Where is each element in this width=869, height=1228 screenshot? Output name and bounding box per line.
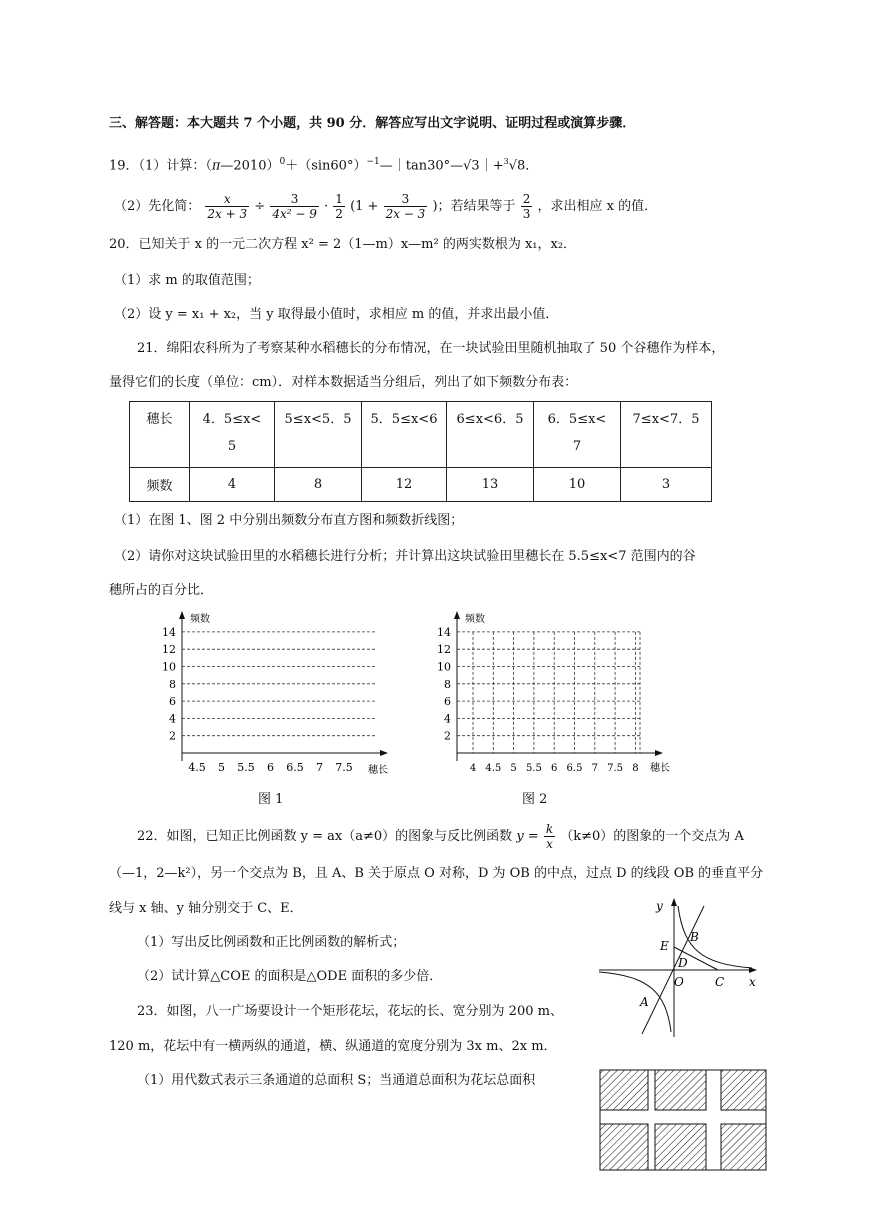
y-tick-label: 2 xyxy=(444,729,451,743)
table-interval-cell: 6≤x<6．5 xyxy=(447,402,534,468)
q19-p1-d: ｜+ xyxy=(479,158,504,174)
q19-frac3: $\frac{1}{2}$ xyxy=(335,192,343,221)
fig1-caption: 图 1 xyxy=(258,792,284,807)
fig-label-B: B xyxy=(690,930,699,944)
q22-stem2: （—1，2—k²），另一个交点为 B，且 A、B 关于原点 O 对称，D 为 OB 的中点，过点 D 的线段 OB 的垂直平分 xyxy=(109,866,764,881)
y-tick-label: 14 xyxy=(437,625,451,639)
q19-frac1: $\frac{x}{2x + 3}$ xyxy=(207,192,248,221)
q23-stem2: 120 m，花坛中有一横两纵的通道，横、纵通道的宽度分别为 3x m、2x m． xyxy=(109,1039,557,1054)
q21-stem2: 量得它们的长度（单位：cm）．对样本数据适当分组后，列出了如下频数分布表： xyxy=(109,375,578,390)
q20-part2: （2）设 y = x₁ + x₂，当 y 取得最小值时，求相应 m 的值，并求出最小值． xyxy=(114,307,559,322)
q19-part1 xyxy=(109,153,538,175)
y-tick-label: 8 xyxy=(169,677,176,691)
y-tick-label: 6 xyxy=(444,695,451,709)
table-header-cell: 频数 xyxy=(130,468,190,502)
q22-fy: y = xyxy=(516,829,539,844)
q20-stem: 20．已知关于 x 的一元二次方程 x² = 2（1—m）x—m² 的两实数根为 x₁，x₂． xyxy=(109,237,577,252)
q21-part2a: （2）请你对这块试验田里的水稻穗长进行分析；并计算出这块试验田里穗长在 5.5≤x<7 范围内的谷 xyxy=(114,549,696,564)
y-tick-label: 12 xyxy=(162,643,176,657)
table-interval-cell: 5．5≤x<6 xyxy=(362,402,447,468)
fig-label-O: O xyxy=(674,975,684,989)
x-tick-label: 7.5 xyxy=(607,763,624,774)
x-tick-label: 6.5 xyxy=(566,763,583,774)
table-interval-cell: 5≤x<5．5 xyxy=(275,402,362,468)
fig-label-x: x xyxy=(749,975,756,989)
table-count-cell: 3 xyxy=(621,468,712,502)
x-tick-label: 7 xyxy=(316,761,323,774)
x-tick-label: 7 xyxy=(591,763,598,774)
fig1-ylabel: 频数 xyxy=(190,614,210,625)
table-count-cell: 10 xyxy=(534,468,621,502)
q22-stem3: 线与 x 轴、y 轴分别交于 C、E． xyxy=(109,901,303,916)
q19-p1-c: —｜tan30°— xyxy=(379,158,464,174)
q19-p1-b: ＋（sin60°） xyxy=(285,158,367,174)
x-tick-label: 4 xyxy=(469,763,477,774)
table-count-cell: 13 xyxy=(447,468,534,502)
y-tick-label: 8 xyxy=(444,677,451,691)
y-tick-label: 12 xyxy=(437,643,451,657)
figure-2-grid xyxy=(425,606,675,781)
q21-part2b: 穗所占的百分比． xyxy=(109,583,214,598)
q22-stem1a: 22．如图，已知正比例函数 y = ax（a≠0）的图象与反比例函数 xyxy=(137,829,513,844)
fig2-xlabel: 穗长 xyxy=(650,763,670,774)
q19-sqrt3: √3 xyxy=(463,158,480,174)
q19-p1-a: —2010） xyxy=(220,158,280,174)
frequency-table xyxy=(129,401,712,502)
q19-sqrt8: √8 xyxy=(508,158,526,174)
y-tick-label: 6 xyxy=(169,695,176,709)
q23-part1: （1）用代数式表示三条通道的总面积 S；当通道总面积为花坛总面积 xyxy=(137,1073,536,1088)
q22-stem1 xyxy=(137,822,744,852)
x-tick-label: 5 xyxy=(218,761,225,774)
fig-label-A: A xyxy=(640,995,649,1009)
q20-part1: （1）求 m 的取值范围； xyxy=(114,273,260,288)
x-tick-label: 6 xyxy=(551,763,558,774)
q19-frac2: $\frac{3}{\text{4x² − 9}}$ xyxy=(272,192,317,221)
x-tick-label: 7.5 xyxy=(335,761,353,774)
q22-coordinate-figure xyxy=(594,892,769,1040)
table-header-cell: 穗长 xyxy=(130,402,190,468)
q19-dot: · xyxy=(324,199,329,214)
table-count-cell: 8 xyxy=(275,468,362,502)
table-count-cell: 12 xyxy=(362,468,447,502)
fig-label-y: y xyxy=(656,899,663,913)
fig1-xlabel: 穗长 xyxy=(368,765,388,776)
q19-pi: π xyxy=(211,158,221,174)
q19-exp0: 0 xyxy=(279,157,286,167)
q19-p1-e: ． xyxy=(525,158,539,174)
q21-stem1: 21．绵阳农科所为了考察某种水稻穗长的分布情况，在一块试验田里随机抽取了 50 个谷穗作为样本， xyxy=(137,341,725,356)
q19-cube-index: 3 xyxy=(503,157,509,166)
figure-1-grid xyxy=(150,606,395,781)
flower-bed-figure xyxy=(598,1068,770,1172)
q19-expm1: −1 xyxy=(366,157,380,167)
fig-label-E: E xyxy=(660,939,669,953)
x-tick-label: 5.5 xyxy=(237,761,255,774)
x-tick-label: 6.5 xyxy=(286,761,304,774)
q19-frac5: $\frac{2}{3}$ xyxy=(522,192,531,221)
y-tick-label: 10 xyxy=(437,660,451,674)
x-tick-label: 5 xyxy=(510,763,517,774)
q22-part1: （1）写出反比例函数和正比例函数的解析式； xyxy=(137,935,406,950)
x-tick-label: 6 xyxy=(267,761,274,774)
x-tick-label: 4.5 xyxy=(485,763,502,774)
q19-p1-label: 19．（1）计算：（ xyxy=(109,158,212,174)
y-tick-label: 4 xyxy=(169,712,176,726)
y-tick-label: 10 xyxy=(162,660,176,674)
x-tick-label: 8 xyxy=(632,763,639,774)
fig2-ylabel: 频数 xyxy=(465,614,485,625)
q23-stem1: 23．如图，八一广场要设计一个矩形花坛，花坛的长、宽分别为 200 m、 xyxy=(137,1004,563,1019)
section-heading: 三、解答题：本大题共 7 个小题，共 90 分．解答应写出文字说明、证明过程或演算步骤． xyxy=(109,116,636,131)
table-interval-cell: 4．5≤x< 5 xyxy=(190,402,275,468)
y-tick-label: 14 xyxy=(162,625,176,639)
fig-label-D: D xyxy=(678,956,688,970)
table-interval-cell: 7≤x<7．5 xyxy=(621,402,712,468)
q19-p2-label: （2）先化简： xyxy=(114,199,201,214)
table-interval-cell: 6．5≤x< 7 xyxy=(534,402,621,468)
fig2-caption: 图 2 xyxy=(522,792,548,807)
q19-part2 xyxy=(114,191,657,223)
q19-tail: ，求出相应 x 的值． xyxy=(537,199,658,214)
q19-frac4: $\frac{3}{2x - 3}$ xyxy=(385,192,426,221)
q22-frac-k-over-x: $\frac{k}{x}$ xyxy=(545,822,554,851)
x-tick-label: 5.5 xyxy=(525,763,542,774)
y-tick-label: 2 xyxy=(169,729,176,743)
q19-paren-open: (1 + xyxy=(350,199,379,214)
q22-stem1b: （k≠0）的图象的一个交点为 A xyxy=(560,829,744,844)
x-tick-label: 4.5 xyxy=(188,761,206,774)
q22-part2: （2）试计算△COE 的面积是△ODE 面积的多少倍． xyxy=(137,969,443,984)
fig-label-C: C xyxy=(715,975,725,989)
table-count-cell: 4 xyxy=(190,468,275,502)
q21-part1: （1）在图 1、图 2 中分别出频数分布直方图和频数折线图； xyxy=(114,513,464,528)
q19-paren-close: )；若结果等于 xyxy=(432,199,516,214)
y-tick-label: 4 xyxy=(444,712,451,726)
q19-div: ÷ xyxy=(254,199,266,214)
